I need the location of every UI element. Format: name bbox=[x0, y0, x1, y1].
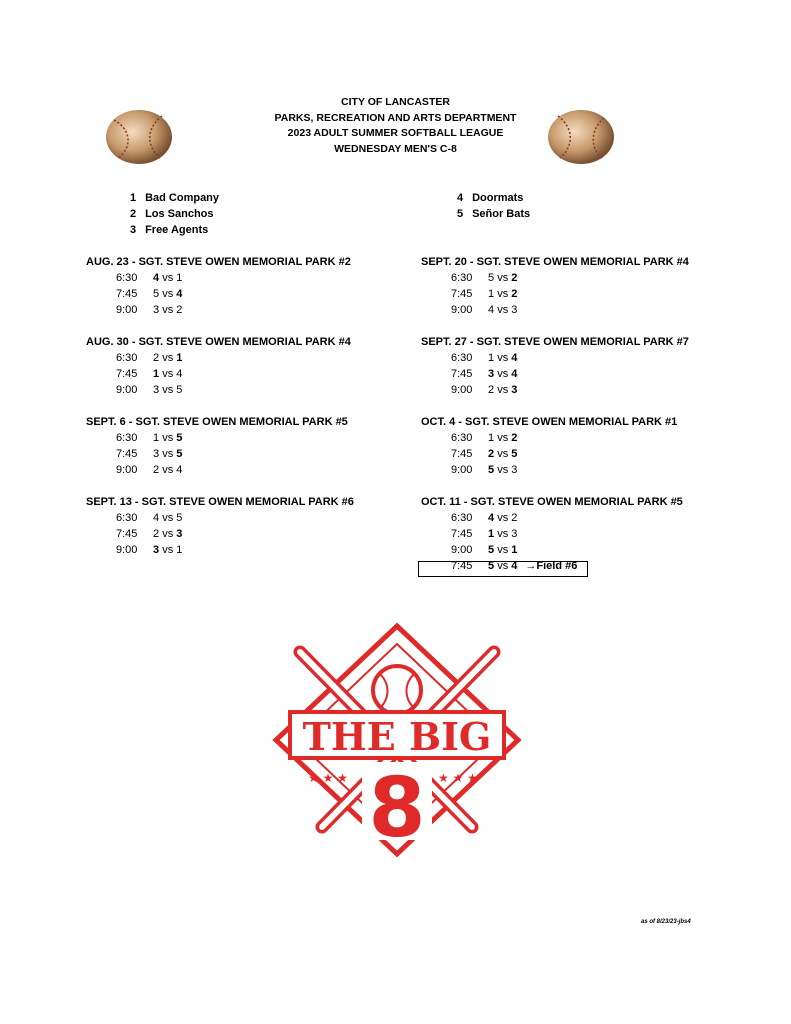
vs-label: vs bbox=[497, 512, 509, 524]
schedule-date-location: OCT. 4 - SGT. STEVE OWEN MEMORIAL PARK #1 bbox=[421, 416, 678, 428]
home-team-number: 1 bbox=[153, 368, 160, 380]
away-team-number: 4 bbox=[176, 368, 183, 380]
game-time: 7:45 bbox=[116, 368, 138, 380]
game-row bbox=[86, 350, 351, 366]
logo-title-text: THE BIG bbox=[302, 714, 492, 759]
schedule-date-location: AUG. 23 - SGT. STEVE OWEN MEMORIAL PARK #2 bbox=[86, 256, 351, 268]
home-team-number: 2 bbox=[488, 384, 495, 396]
game-matchup bbox=[488, 382, 517, 398]
game-row bbox=[421, 270, 689, 286]
game-time: 9:00 bbox=[116, 384, 138, 396]
away-team-number: 1 bbox=[176, 272, 183, 284]
game-matchup bbox=[488, 446, 517, 462]
game-matchup bbox=[153, 286, 182, 302]
vs-label: vs bbox=[497, 528, 509, 540]
team-list-right bbox=[457, 190, 530, 222]
game-row bbox=[421, 446, 677, 462]
game-time: 6:30 bbox=[451, 512, 473, 524]
game-time: 7:45 bbox=[116, 528, 138, 540]
team-item bbox=[457, 190, 530, 206]
team-number: 4 bbox=[457, 192, 464, 204]
svg-text:★ ★ ★: ★ ★ ★ bbox=[308, 771, 348, 785]
header-city: CITY OF LANCASTER bbox=[341, 96, 450, 108]
vs-label: vs bbox=[497, 288, 509, 300]
away-team-number: 4 bbox=[511, 368, 518, 380]
schedule-date-location: SEPT. 6 - SGT. STEVE OWEN MEMORIAL PARK #5 bbox=[86, 416, 348, 428]
home-team-number: 5 bbox=[488, 544, 495, 556]
away-team-number: 3 bbox=[511, 528, 518, 540]
home-team-number: 4 bbox=[153, 512, 160, 524]
schedule-date-location: AUG. 30 - SGT. STEVE OWEN MEMORIAL PARK #4 bbox=[86, 336, 351, 348]
away-team-number: 2 bbox=[511, 288, 518, 300]
game-matchup bbox=[488, 542, 517, 558]
home-team-number: 3 bbox=[153, 384, 160, 396]
the-big-8-logo bbox=[272, 622, 522, 862]
game-time: 6:30 bbox=[451, 352, 473, 364]
game-row bbox=[421, 430, 677, 446]
game-row bbox=[86, 542, 354, 558]
schedule-block bbox=[421, 414, 677, 478]
game-time: 6:30 bbox=[116, 272, 138, 284]
home-team-number: 4 bbox=[153, 272, 160, 284]
game-row bbox=[86, 430, 348, 446]
schedule-block bbox=[86, 414, 348, 478]
away-team-number: 1 bbox=[176, 352, 183, 364]
game-row bbox=[421, 350, 689, 366]
away-team-number: 4 bbox=[176, 288, 183, 300]
game-time: 9:00 bbox=[116, 464, 138, 476]
game-row bbox=[86, 366, 351, 382]
game-matchup bbox=[488, 366, 517, 382]
game-matchup bbox=[153, 366, 182, 382]
home-team-number: 1 bbox=[153, 432, 160, 444]
away-team-number: 3 bbox=[511, 384, 518, 396]
vs-label: vs bbox=[497, 304, 509, 316]
game-row bbox=[421, 302, 689, 318]
game-matchup bbox=[153, 526, 182, 542]
game-row bbox=[421, 462, 677, 478]
game-matchup bbox=[153, 542, 182, 558]
home-team-number: 5 bbox=[488, 560, 495, 572]
game-time: 6:30 bbox=[116, 512, 138, 524]
home-team-number: 4 bbox=[488, 512, 495, 524]
home-team-number: 1 bbox=[488, 432, 495, 444]
team-name: Free Agents bbox=[145, 224, 209, 236]
vs-label: vs bbox=[162, 512, 174, 524]
game-matchup bbox=[488, 302, 517, 318]
game-matchup bbox=[153, 350, 182, 366]
away-team-number: 2 bbox=[176, 304, 183, 316]
game-row bbox=[86, 526, 354, 542]
vs-label: vs bbox=[497, 544, 509, 556]
header-league: 2023 ADULT SUMMER SOFTBALL LEAGUE bbox=[287, 127, 504, 139]
game-time: 6:30 bbox=[451, 432, 473, 444]
vs-label: vs bbox=[497, 464, 509, 476]
game-time: 7:45 bbox=[451, 368, 473, 380]
game-matchup bbox=[488, 286, 517, 302]
team-number: 2 bbox=[130, 208, 137, 220]
team-number: 5 bbox=[457, 208, 464, 220]
vs-label: vs bbox=[162, 528, 174, 540]
away-team-number: 5 bbox=[176, 384, 183, 396]
away-team-number: 2 bbox=[511, 272, 518, 284]
schedule-block bbox=[86, 254, 351, 318]
game-matchup bbox=[488, 462, 517, 478]
vs-label: vs bbox=[497, 384, 509, 396]
game-matchup bbox=[153, 462, 182, 478]
game-row bbox=[421, 382, 689, 398]
away-team-number: 1 bbox=[511, 544, 518, 556]
game-row bbox=[86, 382, 351, 398]
game-row bbox=[86, 446, 348, 462]
vs-label: vs bbox=[162, 288, 174, 300]
away-team-number: 2 bbox=[511, 512, 518, 524]
home-team-number: 3 bbox=[153, 448, 160, 460]
home-team-number: 5 bbox=[488, 272, 495, 284]
game-time: 7:45 bbox=[451, 528, 473, 540]
vs-label: vs bbox=[162, 432, 174, 444]
game-matchup bbox=[488, 430, 517, 446]
team-item bbox=[130, 206, 219, 222]
header-department: PARKS, RECREATION AND ARTS DEPARTMENT bbox=[274, 111, 517, 124]
home-team-number: 5 bbox=[153, 288, 160, 300]
game-time: 9:00 bbox=[116, 544, 138, 556]
game-time: 6:30 bbox=[116, 352, 138, 364]
game-time: 9:00 bbox=[451, 544, 473, 556]
vs-label: vs bbox=[162, 352, 174, 364]
away-team-number: 2 bbox=[511, 432, 518, 444]
game-row bbox=[421, 542, 683, 558]
home-team-number: 2 bbox=[488, 448, 495, 460]
schedule-date-location: SEPT. 20 - SGT. STEVE OWEN MEMORIAL PARK #4 bbox=[421, 256, 689, 268]
game-matchup bbox=[488, 350, 517, 366]
vs-label: vs bbox=[162, 448, 174, 460]
game-time: 9:00 bbox=[451, 384, 473, 396]
home-team-number: 2 bbox=[153, 464, 160, 476]
game-matchup bbox=[153, 510, 182, 526]
vs-label: vs bbox=[497, 560, 509, 572]
team-number: 3 bbox=[130, 224, 137, 236]
away-team-number: 3 bbox=[176, 528, 183, 540]
home-team-number: 2 bbox=[153, 352, 160, 364]
field-change-note: →Field #6 bbox=[525, 560, 578, 572]
away-team-number: 1 bbox=[176, 544, 183, 556]
game-matchup bbox=[153, 446, 182, 462]
team-item bbox=[130, 222, 219, 238]
home-team-number: 3 bbox=[153, 304, 160, 316]
away-team-number: 4 bbox=[176, 464, 183, 476]
vs-label: vs bbox=[497, 272, 509, 284]
team-item bbox=[130, 190, 219, 206]
game-row bbox=[421, 366, 689, 382]
vs-label: vs bbox=[162, 384, 174, 396]
game-time: 7:45 bbox=[451, 560, 473, 572]
vs-label: vs bbox=[162, 464, 174, 476]
vs-label: vs bbox=[162, 368, 174, 380]
home-team-number: 1 bbox=[488, 288, 495, 300]
game-time: 6:30 bbox=[116, 432, 138, 444]
vs-label: vs bbox=[162, 544, 174, 556]
away-team-number: 5 bbox=[511, 448, 518, 460]
away-team-number: 4 bbox=[511, 560, 518, 572]
away-team-number: 5 bbox=[176, 432, 183, 444]
vs-label: vs bbox=[162, 272, 174, 284]
away-team-number: 5 bbox=[176, 448, 183, 460]
vs-label: vs bbox=[497, 432, 509, 444]
game-time: 9:00 bbox=[451, 304, 473, 316]
game-time: 6:30 bbox=[451, 272, 473, 284]
home-team-number: 5 bbox=[488, 464, 495, 476]
game-row bbox=[421, 286, 689, 302]
game-time: 7:45 bbox=[116, 448, 138, 460]
home-team-number: 3 bbox=[153, 544, 160, 556]
game-time: 9:00 bbox=[116, 304, 138, 316]
game-time: 7:45 bbox=[451, 448, 473, 460]
field-change-highlight-box bbox=[418, 561, 588, 577]
schedule-block bbox=[421, 334, 689, 398]
softball-icon bbox=[104, 108, 174, 166]
game-matchup bbox=[153, 302, 182, 318]
game-matchup bbox=[488, 526, 517, 542]
home-team-number: 3 bbox=[488, 368, 495, 380]
away-team-number: 3 bbox=[511, 304, 518, 316]
game-matchup bbox=[153, 270, 182, 286]
away-team-number: 5 bbox=[176, 512, 183, 524]
game-time: 7:45 bbox=[116, 288, 138, 300]
team-name: Señor Bats bbox=[472, 208, 531, 220]
home-team-number: 1 bbox=[488, 528, 495, 540]
home-team-number: 2 bbox=[153, 528, 160, 540]
game-matchup bbox=[488, 510, 517, 526]
team-name: Los Sanchos bbox=[145, 208, 214, 220]
game-row bbox=[421, 526, 683, 542]
home-team-number: 4 bbox=[488, 304, 495, 316]
vs-label: vs bbox=[497, 352, 509, 364]
game-matchup bbox=[488, 270, 517, 286]
home-team-number: 1 bbox=[488, 352, 495, 364]
team-item bbox=[457, 206, 530, 222]
away-team-number: 4 bbox=[511, 352, 518, 364]
game-row bbox=[86, 462, 348, 478]
schedule-date-location: SEPT. 13 - SGT. STEVE OWEN MEMORIAL PARK #6 bbox=[86, 496, 354, 508]
game-time: 9:00 bbox=[451, 464, 473, 476]
schedule-block bbox=[86, 334, 351, 398]
softball-icon bbox=[546, 108, 616, 166]
game-matchup bbox=[153, 430, 182, 446]
schedule-block bbox=[86, 494, 354, 558]
game-row bbox=[421, 510, 683, 526]
game-row bbox=[86, 302, 351, 318]
svg-text:★ ★ ★: ★ ★ ★ bbox=[438, 771, 478, 785]
game-matchup bbox=[153, 382, 182, 398]
team-name: Doormats bbox=[472, 192, 524, 204]
team-list-left bbox=[130, 190, 219, 238]
game-row bbox=[86, 270, 351, 286]
team-name: Bad Company bbox=[145, 192, 220, 204]
vs-label: vs bbox=[497, 368, 509, 380]
vs-label: vs bbox=[497, 448, 509, 460]
logo-number-text: 8 bbox=[368, 761, 426, 856]
schedule-block bbox=[421, 254, 689, 318]
schedule-date-location: SEPT. 27 - SGT. STEVE OWEN MEMORIAL PARK #7 bbox=[421, 336, 689, 348]
game-time: 7:45 bbox=[451, 288, 473, 300]
revision-note: as of 8/23/23-jbs4 bbox=[641, 919, 691, 925]
away-team-number: 3 bbox=[511, 464, 518, 476]
schedule-date-location: OCT. 11 - SGT. STEVE OWEN MEMORIAL PARK #5 bbox=[421, 496, 683, 508]
game-row bbox=[86, 510, 354, 526]
vs-label: vs bbox=[162, 304, 174, 316]
game-row bbox=[86, 286, 351, 302]
team-number: 1 bbox=[130, 192, 137, 204]
header-division: WEDNESDAY MEN'S C-8 bbox=[334, 142, 457, 155]
